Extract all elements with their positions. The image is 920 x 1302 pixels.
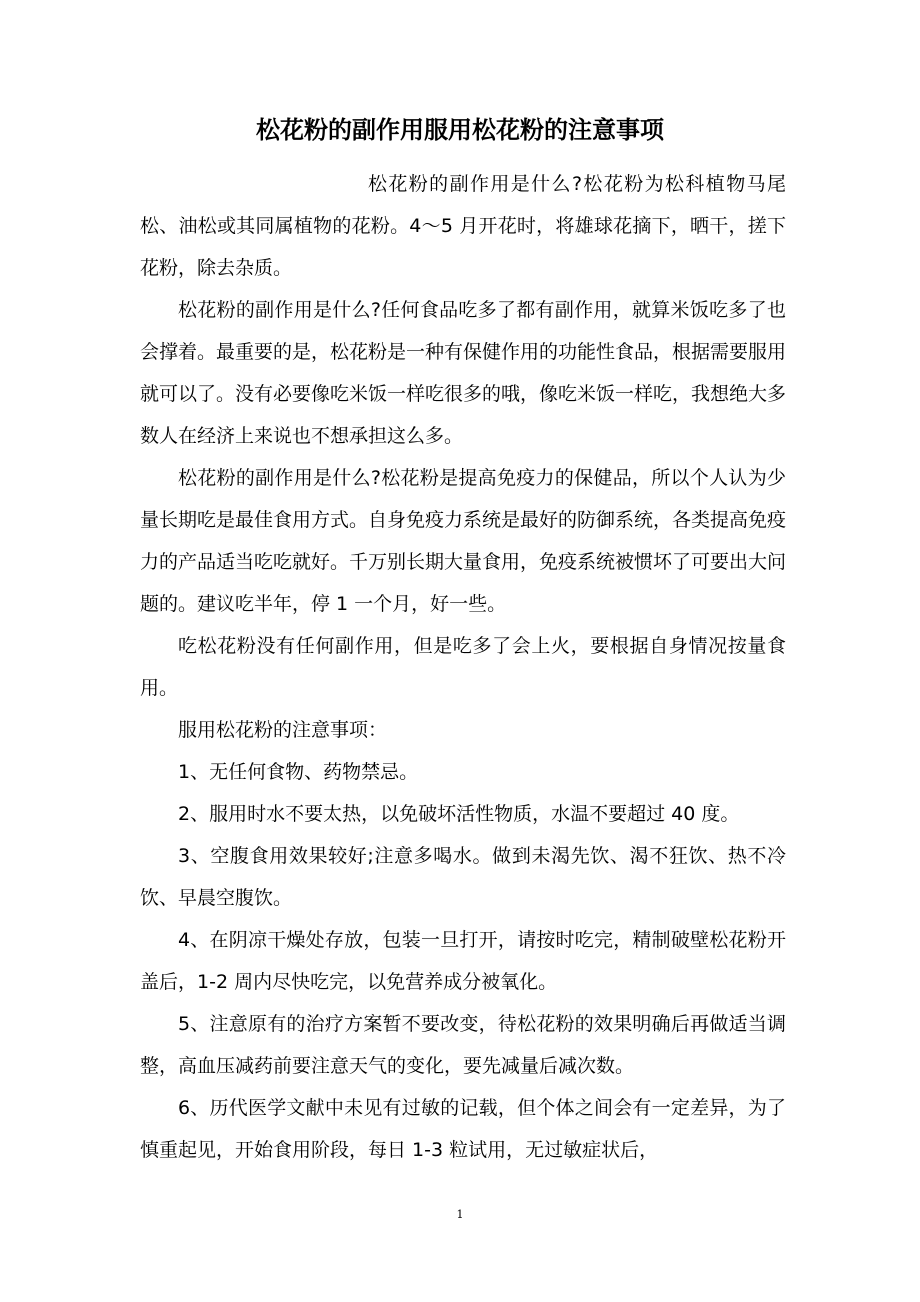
list-item-1: 1、无任何食物、药物禁忌。 (178, 761, 419, 783)
list-item-3: 3、空腹食用效果较好;注意多喝水。做到未渴先饮、渴不狂饮、热不冷饮、早晨空腹饮。 (140, 845, 786, 909)
document-title: 松花粉的副作用服用松花粉的注意事项 (256, 116, 664, 144)
paragraph-precautions-heading: 服用松花粉的注意事项： (178, 719, 388, 741)
document-body (140, 163, 786, 1171)
list-item-6: 6、历代医学文献中未见有过敏的记载，但个体之间会有一定差异，为了慎重起见，开始食用阶段，每日 1-3 粒试用，无过敏症状后， (140, 1097, 786, 1161)
paragraph-no-side-effects: 吃松花粉没有任何副作用，但是吃多了会上火，要根据自身情况按量食用。 (140, 635, 786, 699)
list-item-4: 4、在阴凉干燥处存放，包装一旦打开，请按时吃完，精制破壁松花粉开盖后，1-2 周内尽快吃完，以免营养成分被氧化。 (140, 929, 786, 993)
list-item-2: 2、服用时水不要太热，以免破坏活性物质，水温不要超过 40 度。 (178, 803, 740, 825)
page-number: 1 (456, 1208, 464, 1221)
paragraph-intro: 松花粉的副作用是什么?松花粉为松科植物马尾松、油松或其同属植物的花粉。4～5 月开花时，将雄球花摘下，晒干，搓下花粉，除去杂质。 (140, 173, 786, 279)
list-item-5: 5、注意原有的治疗方案暂不要改变，待松花粉的效果明确后再做适当调整，高血压减药前要注意天气的变化，要先减量后减次数。 (140, 1013, 786, 1077)
paragraph-immunity: 松花粉的副作用是什么?松花粉是提高免疫力的保健品，所以个人认为少量长期吃是最佳食用方式。自身免疫力系统是最好的防御系统，各类提高免疫力的产品适当吃吃就好。千万别长期大量食用，免疫系统被惯坏了可要出大问题的。建议吃半年，停 1 一个月，好一些。 (140, 467, 787, 615)
paragraph-side-effects: 松花粉的副作用是什么?任何食品吃多了都有副作用，就算米饭吃多了也会撑着。最重要的是，松花粉是一种有保健作用的功能性食品，根据需要服用就可以了。没有必要像吃米饭一样吃很多的哦，像吃米饭一样吃，我想绝大多数人在经济上来说也不想承担这么多。 (140, 299, 787, 447)
